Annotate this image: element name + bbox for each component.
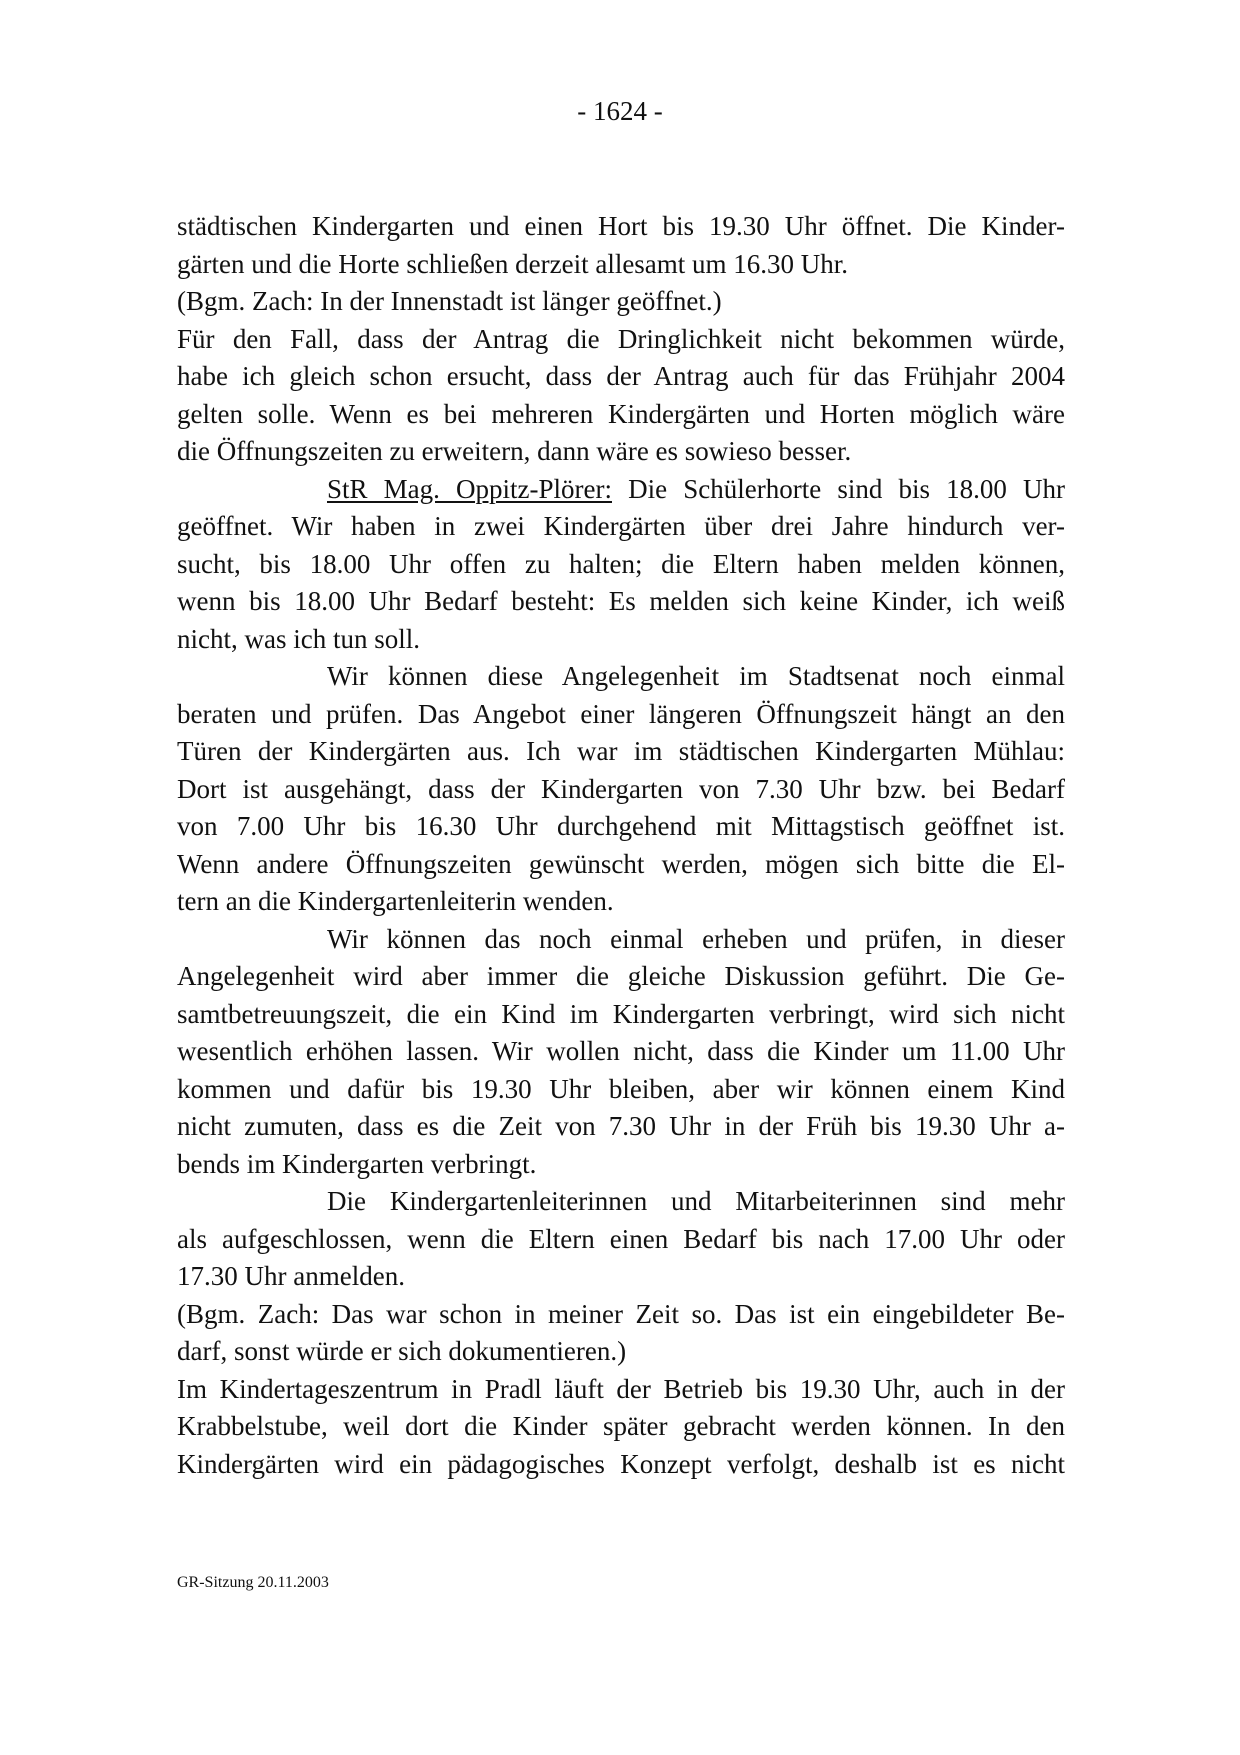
- text-line: Wenn andere Öffnungszeiten gewünscht werden, mögen sich bitte die El-: [177, 848, 1065, 879]
- text-line: geöffnet. Wir haben in zwei Kindergärten über drei Jahre hindurch ver-: [177, 511, 1065, 541]
- text-line: von 7.00 Uhr bis 16.30 Uhr durchgehend mit Mittagstisch geöffnet ist.: [177, 811, 1065, 841]
- text-line: Kindergärten wird ein pädagogisches Konzept verfolgt, deshalb ist es nicht: [177, 1448, 1065, 1479]
- text-line: Türen der Kindergärten aus. Ich war im städtischen Kindergarten Mühlau:: [177, 736, 1065, 766]
- text-line: Im Kindertageszentrum in Pradl läuft der Betrieb bis 19.30 Uhr, auch in der: [177, 1373, 1065, 1404]
- text-line: bends im Kindergarten verbringt.: [177, 1148, 537, 1179]
- text-line: nicht, was ich tun soll.: [177, 623, 420, 654]
- text-line: habe ich gleich schon ersucht, dass der Antrag auch für das Frühjahr 2004: [177, 361, 1065, 391]
- text-line: wesentlich erhöhen lassen. Wir wollen nicht, dass die Kinder um 11.00 Uhr: [177, 1036, 1065, 1066]
- footer-session-date: GR-Sitzung 20.11.2003: [177, 1574, 329, 1591]
- text-line: wenn bis 18.00 Uhr Bedarf besteht: Es melden sich keine Kinder, ich weiß: [177, 586, 1065, 616]
- text-line: städtischen Kindergarten und einen Hort bis 19.30 Uhr öffnet. Die Kinder-: [177, 211, 1065, 241]
- text-line: kommen und dafür bis 19.30 Uhr bleiben, aber wir können einem Kind: [177, 1073, 1065, 1104]
- text-line: nicht zumuten, dass es die Zeit von 7.30 Uhr in der Früh bis 19.30 Uhr a-: [177, 1111, 1065, 1141]
- body-text: [177, 208, 1065, 1483]
- speaker-name: StR Mag. Oppitz-Plörer:: [327, 473, 612, 504]
- text-line: Angelegenheit wird aber immer die gleiche Diskussion geführt. Die Ge-: [177, 961, 1065, 991]
- text-line: gärten und die Horte schließen derzeit allesamt um 16.30 Uhr.: [177, 248, 849, 279]
- interjection-line: (Bgm. Zach: Das war schon in meiner Zeit so. Das ist ein eingebildeter Be-: [177, 1298, 1065, 1329]
- text-line: Für den Fall, dass der Antrag die Dringlichkeit nicht bekommen würde,: [177, 323, 1065, 354]
- text-line: Dort ist ausgehängt, dass der Kindergarten von 7.30 Uhr bzw. bei Bedarf: [177, 773, 1065, 804]
- text-line: gelten solle. Wenn es bei mehreren Kindergärten und Horten möglich wäre: [177, 398, 1065, 429]
- text-line: tern an die Kindergartenleiterin wenden.: [177, 886, 614, 916]
- page-number: - 1624 -: [577, 96, 663, 126]
- text-line: Wir können das noch einmal erheben und prüfen, in dieser: [327, 923, 1065, 954]
- text-line: die Öffnungszeiten zu erweitern, dann wäre es sowieso besser.: [177, 436, 852, 466]
- text-line: sucht, bis 18.00 Uhr offen zu halten; die Eltern haben melden können,: [177, 548, 1065, 579]
- text-line: 17.30 Uhr anmelden.: [177, 1261, 405, 1291]
- speaker-text: Die Schülerhorte sind bis 18.00 Uhr: [612, 473, 1065, 504]
- speaker-line: [177, 471, 1065, 509]
- text-line: Krabbelstube, weil dort die Kinder später gebracht werden können. In den: [177, 1411, 1065, 1441]
- interjection-line: (Bgm. Zach: In der Innenstadt ist länger geöffnet.): [177, 286, 722, 316]
- interjection-line: darf, sonst würde er sich dokumentieren.): [177, 1336, 627, 1366]
- text-line: Die Kindergartenleiterinnen und Mitarbeiterinnen sind mehr: [327, 1186, 1065, 1216]
- text-line: Wir können diese Angelegenheit im Stadtsenat noch einmal: [327, 661, 1065, 691]
- text-line: samtbetreuungszeit, die ein Kind im Kindergarten verbringt, wird sich nicht: [177, 998, 1065, 1029]
- text-line: beraten und prüfen. Das Angebot einer längeren Öffnungszeit hängt an den: [177, 698, 1065, 729]
- text-line: als aufgeschlossen, wenn die Eltern einen Bedarf bis nach 17.00 Uhr oder: [177, 1223, 1065, 1254]
